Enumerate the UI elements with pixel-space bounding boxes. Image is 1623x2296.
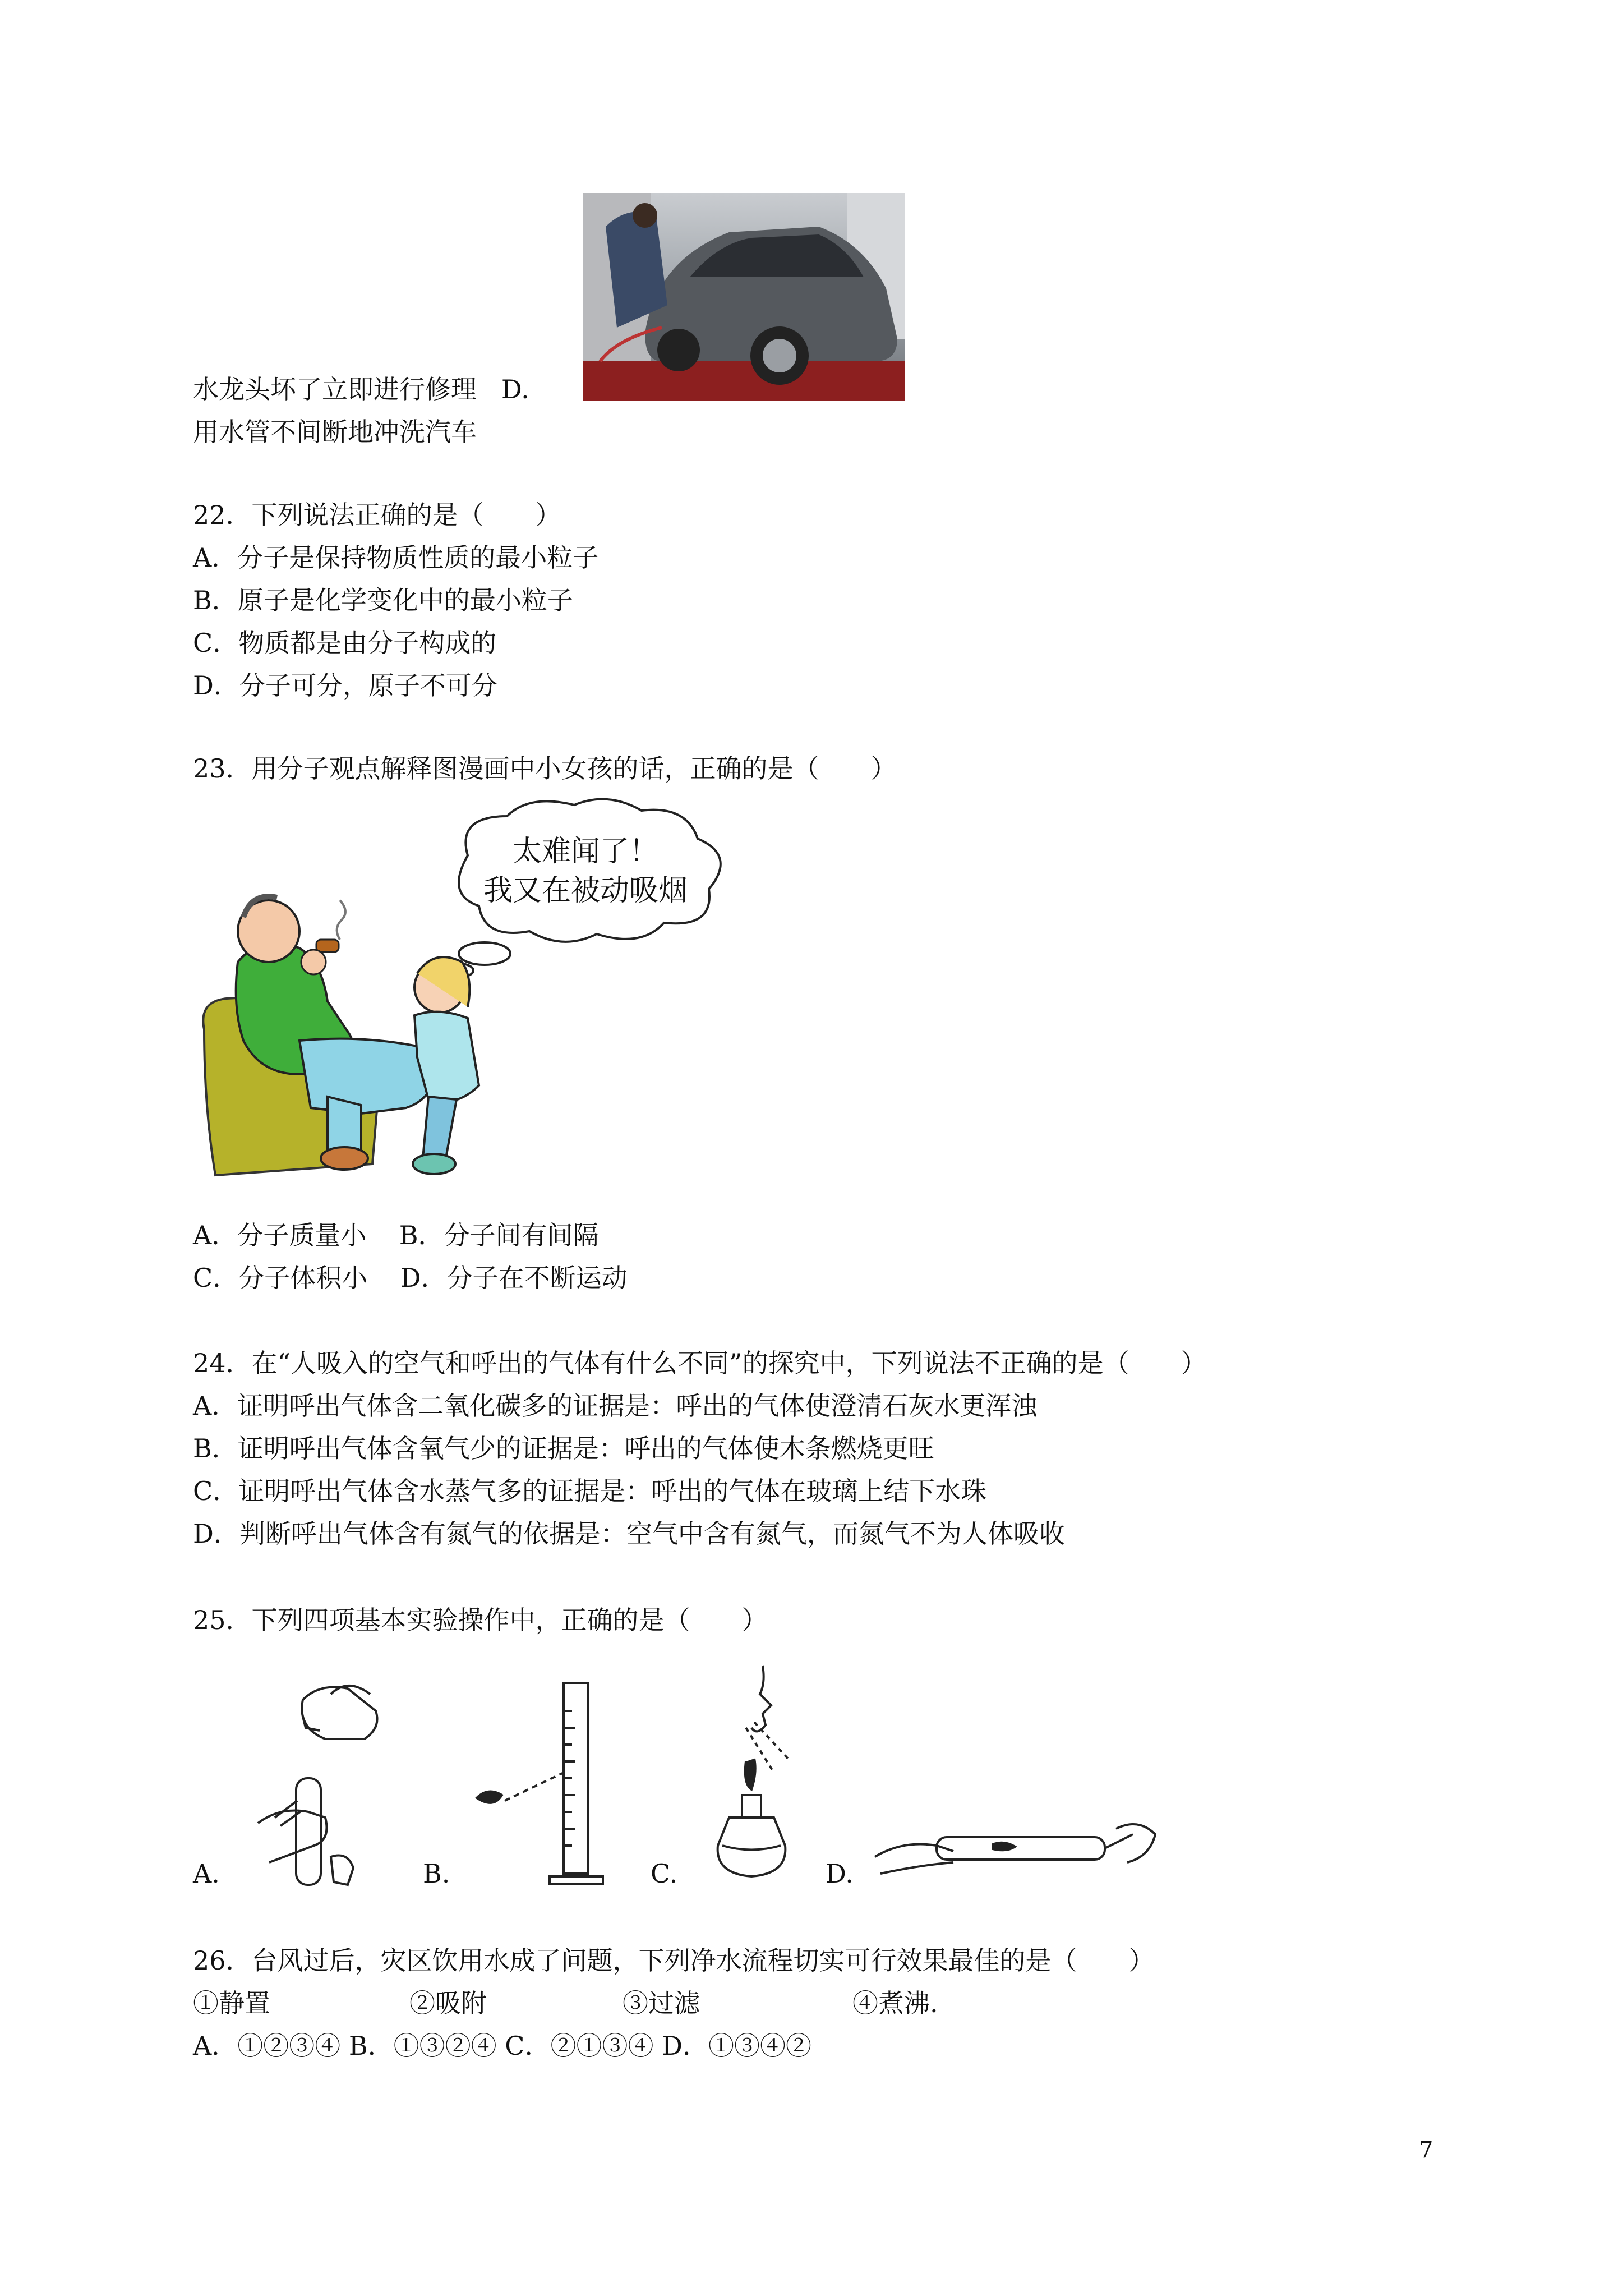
q26-choices: A．①②③④ B．①③②④ C．②①③④ D．①③④② xyxy=(193,2031,811,2061)
lab-figure-b xyxy=(471,1677,617,1890)
q24-option-d: D．判断呼出气体含有氮气的依据是：空气中含有氮气，而氮气不为人体吸收 xyxy=(193,1519,1065,1549)
q26-step-4: ④煮沸. xyxy=(852,1988,938,2018)
lab-figure-d xyxy=(869,1801,1161,1890)
q26-step-3: ③过滤 xyxy=(623,1988,700,2018)
q22-option-d: D．分子可分，原子不可分 xyxy=(193,670,497,701)
q23-options-row1: A．分子质量小 B．分子间有间隔 xyxy=(193,1220,599,1250)
q26-step-1: ①静置 xyxy=(193,1988,270,2018)
smoking-cartoon xyxy=(193,794,804,1209)
bubble-text-line1: 太难闻了！ xyxy=(512,835,659,868)
q21-option-d-text: 用水管不间断地冲洗汽车 xyxy=(193,417,477,447)
car-wash-photo xyxy=(583,193,905,401)
q25-label-d: D. xyxy=(826,1858,854,1889)
q23-stem: 23．用分子观点解释图漫画中小女孩的话，正确的是（ ） xyxy=(193,753,897,784)
lab-figure-c xyxy=(690,1660,836,1890)
q21-option-c-line: 水龙头坏了立即进行修理 D. xyxy=(193,374,529,404)
q22-option-c: C．物质都是由分子构成的 xyxy=(193,628,497,658)
q26-stem: 26．台风过后，灾区饮用水成了问题，下列净水流程切实可行效果最佳的是（ ） xyxy=(193,1945,1155,1976)
bubble-text-line2: 我又在被动吸烟 xyxy=(483,874,688,908)
q22-stem: 22．下列说法正确的是（ ） xyxy=(193,500,561,530)
q24-stem: 24．在“人吸入的空气和呼出的气体有什么不同”的探究中，下列说法不正确的是（ ） xyxy=(193,1348,1207,1378)
q25-label-b: B. xyxy=(423,1858,450,1889)
q24-option-a: A．证明呼出气体含二氧化碳多的证据是：呼出的气体使澄清石灰水更浑浊 xyxy=(193,1391,1038,1421)
q25-label-c: C. xyxy=(651,1858,678,1889)
q25-stem: 25．下列四项基本实验操作中，正确的是（ ） xyxy=(193,1605,768,1635)
q22-option-b: B．原子是化学变化中的最小粒子 xyxy=(193,585,573,615)
q24-option-c: C．证明呼出气体含水蒸气多的证据是：呼出的气体在玻璃上结下水珠 xyxy=(193,1476,987,1506)
q23-options-row2: C．分子体积小 D．分子在不断运动 xyxy=(193,1263,628,1293)
q25-label-a: A. xyxy=(193,1858,220,1889)
lab-figure-a xyxy=(236,1677,404,1890)
q22-option-a: A．分子是保持物质性质的最小粒子 xyxy=(193,542,599,573)
page-number: 7 xyxy=(1419,2137,1433,2163)
thought-bubble xyxy=(459,799,721,942)
q24-option-b: B．证明呼出气体含氧气少的证据是：呼出的气体使木条燃烧更旺 xyxy=(193,1433,934,1464)
q26-step-2: ②吸附 xyxy=(409,1988,487,2018)
